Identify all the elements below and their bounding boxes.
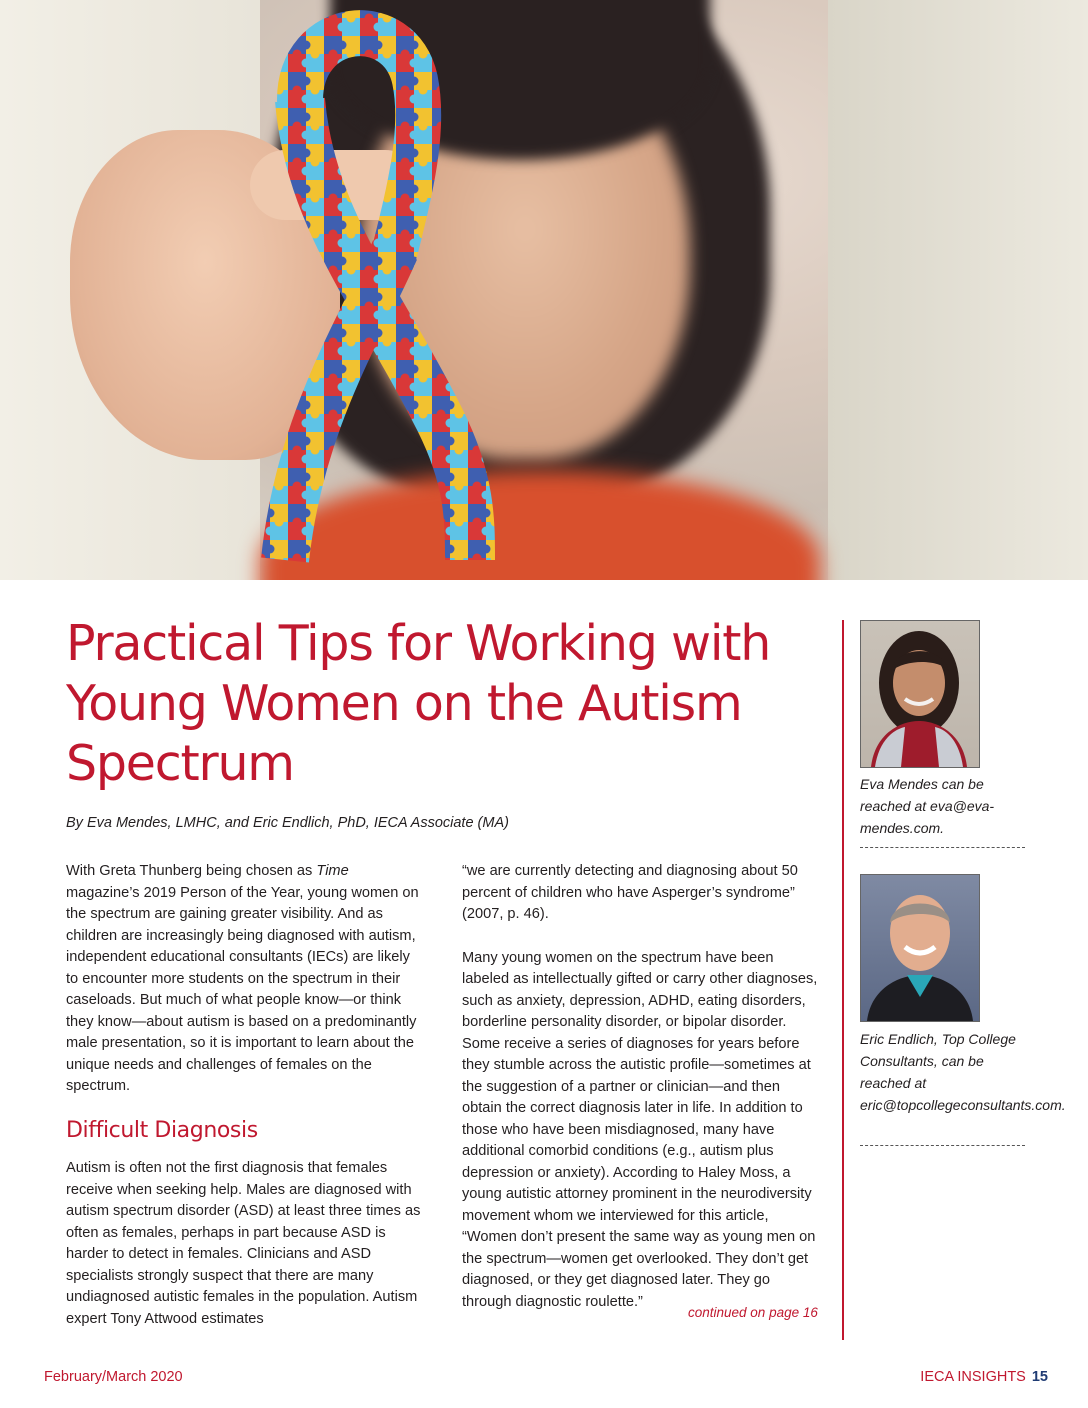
byline: By Eva Mendes, LMHC, and Eric Endlich, PhD, IECA Associate (MA) — [66, 815, 509, 831]
bio-eva-mendes: Eva Mendes can be reached at eva@eva-mendes.com. — [860, 776, 995, 836]
author-photo-eric-endlich — [860, 874, 980, 1022]
portrait-woman-icon — [861, 621, 979, 767]
misdiagnosis-paragraph: Many young women on the spectrum have been labeled as intellectually gifted or carry other diagnoses, such as anxiety, depression, ADHD, eating disorders, borderline personality disorder, or bipolar disorder. Some receive a series of diagnoses for years before they stumble across the autistic profile—sometimes at the suggestion of a partner or clinician—and then obtain the correct diagnosis later in life. In addition to those who have been misdiagnosed, many have additional comorbid conditions (e.g., autism plus depression or anxiety). According to Haley Moss, a young autistic attorney prominent in the neurodiversity movement whom we interviewed for this article, “Women don’t present the same way as young men on the spectrum—women get overlooked. They don’t get diagnosed, or they get diagnosed later. They go through diagnostic roulette.” — [462, 949, 818, 1310]
bio-eric-endlich: Eric Endlich, Top College Consultants, can be reached at eric@topcollegeconsultants.com. — [860, 1031, 1066, 1113]
intro-paragraph — [66, 861, 426, 1098]
sidebar-divider — [842, 620, 844, 1340]
author-photo-eva-mendes — [860, 620, 980, 768]
column-1-section — [66, 1158, 426, 1330]
page-number: 15 — [1031, 1369, 1048, 1385]
footer-issue-date: February/March 2020 — [44, 1369, 183, 1385]
time-magazine-italic: Time — [316, 863, 349, 879]
portrait-man-icon — [861, 875, 979, 1021]
intro-text-rest: magazine’s 2019 Person of the Year, young women on the spectrum are gaining greater visibility. And as children are increasingly being diagnosed with autism, independent educational consultants (IECs) are likely to encounter more students on the spectrum in their caseloads. But much of what people know—or think they know—about autism is based on a predominantly male presentation, so it is important to learn about the unique needs and challenges of females on the spectrum. — [66, 884, 419, 1094]
hero-photo — [0, 0, 1088, 580]
column-1 — [66, 861, 426, 1098]
column-2 — [462, 861, 822, 1313]
continued-link[interactable]: continued on page 16 — [688, 1305, 818, 1320]
quote-continuation-paragraph: “we are currently detecting and diagnosing about 50 percent of children who have Asperger’s syndrome” (2007, p. 46). — [462, 863, 798, 922]
intro-text-start: With Greta Thunberg being chosen as — [66, 863, 317, 879]
bio-divider-1 — [860, 847, 1025, 848]
section-heading-difficult-diagnosis: Difficult Diagnosis — [66, 1118, 258, 1143]
footer-publication — [920, 1369, 1048, 1385]
article-title: Practical Tips for Working with Young Women on the Autism Spectrum — [66, 615, 771, 792]
diagnosis-paragraph: Autism is often not the first diagnosis that females receive when seeking help. Males are diagnosed with autism spectrum disorder (ASD) at least three times as often as females, perhaps in part because ASD is harder to detect in females. Clinicians and ASD specialists strongly suspect that there are many undiagnosed autistic females in the population. Autism expert Tony Attwood estimates — [66, 1160, 421, 1327]
publication-name: IECA INSIGHTS — [920, 1369, 1026, 1385]
autism-awareness-ribbon — [0, 0, 1088, 580]
bio-divider-2 — [860, 1145, 1025, 1146]
paragraph-spacer — [462, 926, 822, 948]
